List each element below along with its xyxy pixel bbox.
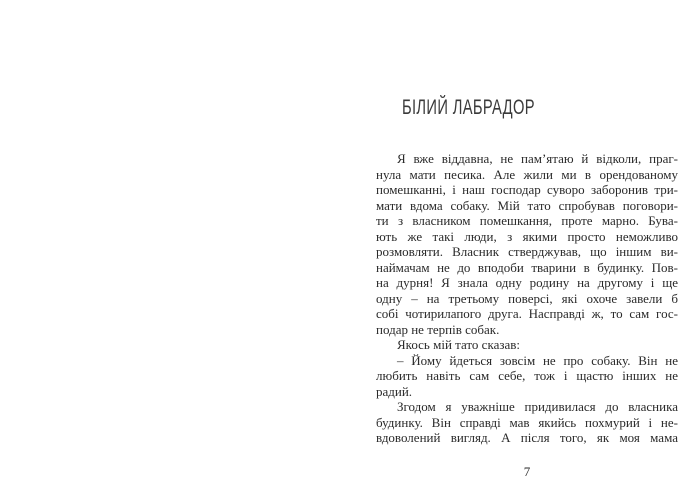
body-text [376,151,678,446]
text-line: помешканні, і наш господар суворо заборонив три- [376,182,678,197]
page-number: 7 [523,464,531,479]
text-line: нула мати песика. Але жили ми в орендованому [376,166,678,182]
text-line: Якось мій тато сказав: [397,337,520,352]
paragraph [376,337,678,353]
text-line: собі чотирилапого друга. Насправді ж, то сам гос- [376,306,678,321]
text-line: розмовляти. Власник стверджував, що іншим ви- [376,244,678,259]
text-line: одну – на третьому поверсі, які охоче завели б [376,290,678,306]
chapter-title: БІЛИЙ ЛАБРАДОР [402,96,535,119]
text-line: на дурня! Я знала одну родину на другому і ще [376,275,678,290]
text-line: мати вдома собаку. Мій тато спробував поговори- [376,197,678,213]
paragraph [376,399,678,446]
text-line: ють же такі люди, з якими просто неможливо [376,228,678,244]
text-line: вдоволений вигляд. А після того, як моя мама [376,430,678,445]
text-line: будинку. Він справді мав якийсь похмурий і не- [376,414,678,430]
text-line: ти з власником помешкання, проте марно. Бува- [376,213,678,228]
text-line: подар не терпів собак. [376,321,500,337]
text-line: – Йому йдеться зовсім не про собаку. Він не [397,352,678,368]
text-line: радий. [376,383,413,399]
text-line: наймачам не до вподоби тварини в будинку. Пов- [376,259,678,275]
paragraph [376,353,678,400]
paragraph [376,151,678,337]
text-line: любить навіть сам себе, тож і щастю інших не [376,368,678,383]
text-line: Я вже віддавна, не пам’ятаю й відколи, праг- [397,151,678,166]
text-line: Згодом я уважніше придивилася до власника [397,399,678,414]
